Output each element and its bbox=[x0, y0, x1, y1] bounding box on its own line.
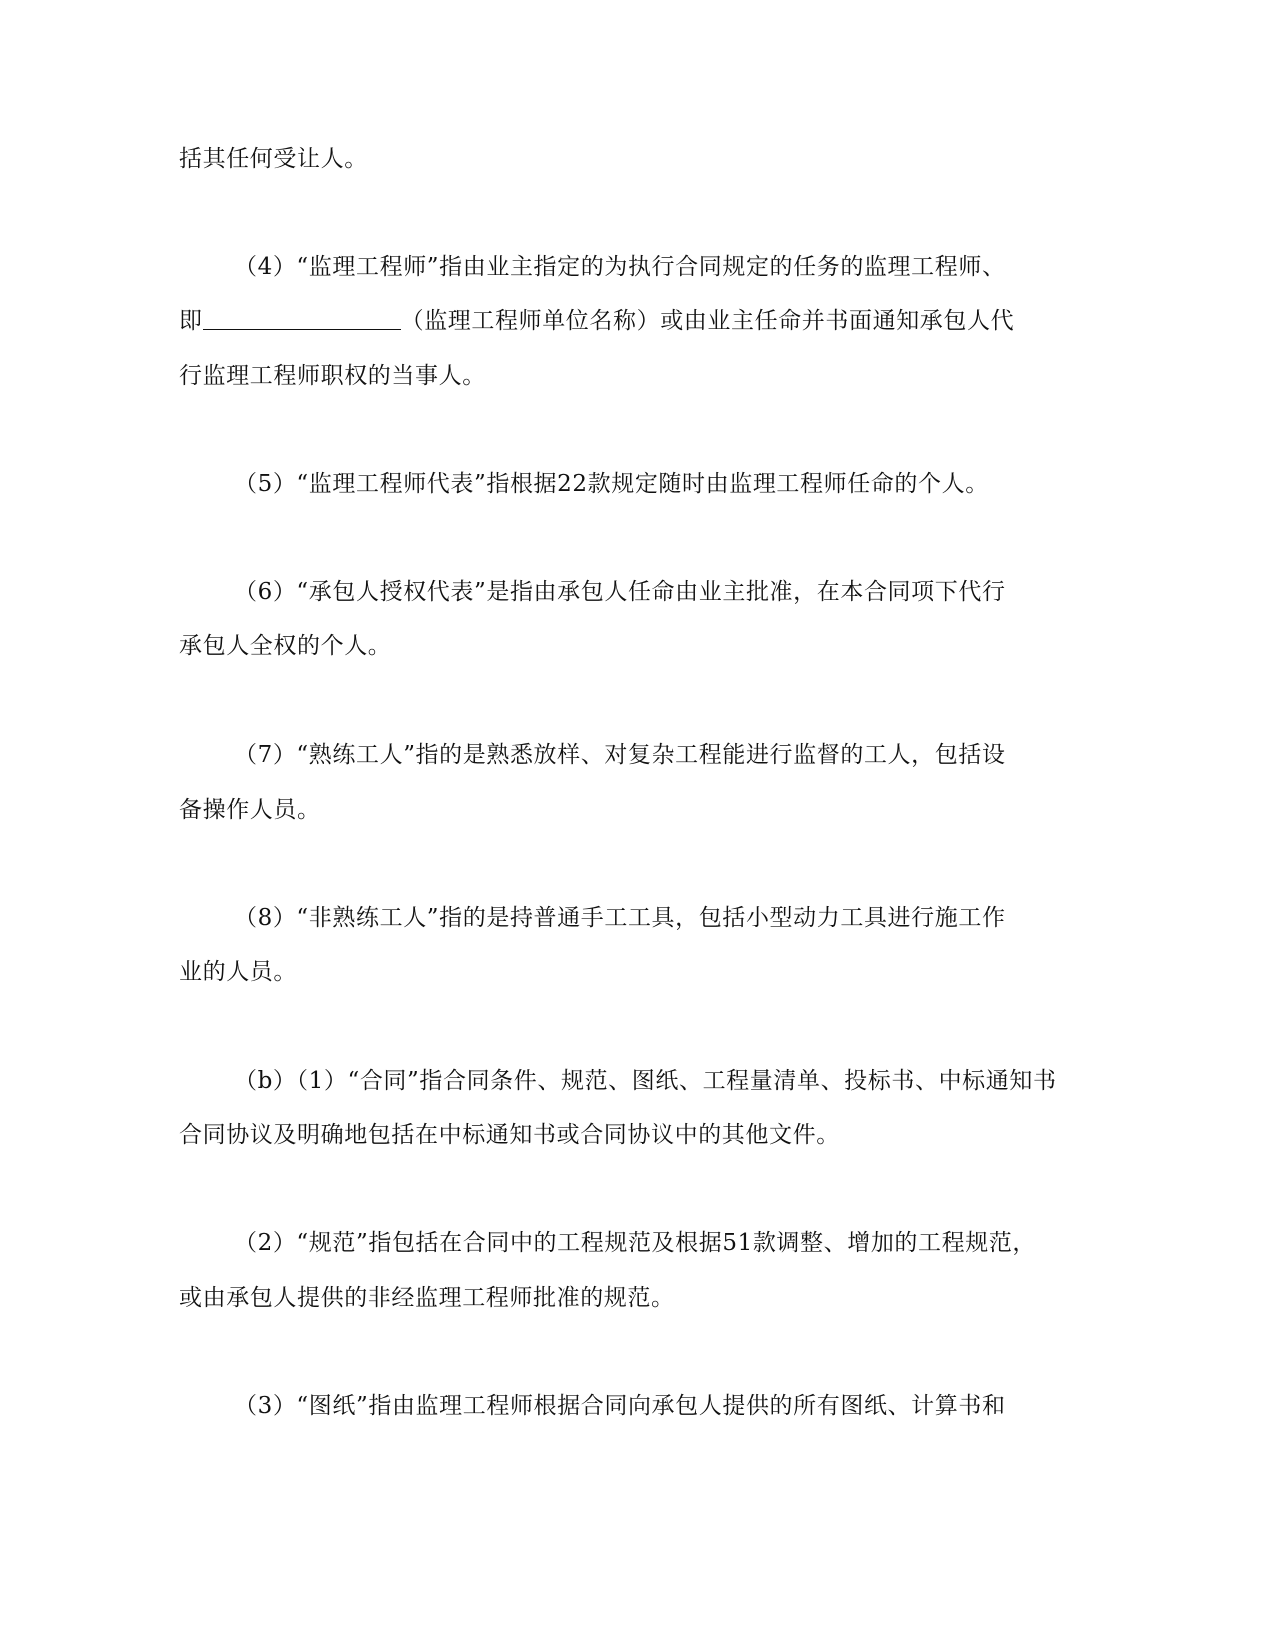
text-line: 括其任何受让人。 bbox=[179, 146, 368, 172]
text-line: （b）（1）“合同”指合同条件、规范、图纸、工程量清单、投标书、中标通知书 bbox=[234, 1068, 1057, 1094]
text-line: （7）“熟练工人”指的是熟悉放样、对复杂工程能进行监督的工人，包括设 bbox=[234, 742, 1006, 768]
text-line: （5）“监理工程师代表”指根据22款规定随时由监理工程师任命的个人。 bbox=[234, 471, 989, 497]
text-line: （3）“图纸”指由监理工程师根据合同向承包人提供的所有图纸、计算书和 bbox=[234, 1393, 1006, 1419]
line-end-text: （监理工程师单位名称）或由业主任命并书面通知承包人代 bbox=[400, 308, 1015, 334]
text-line-with-blank bbox=[179, 306, 1014, 336]
fill-in-blank[interactable] bbox=[203, 307, 401, 330]
text-line: （6）“承包人授权代表”是指由承包人任命由业主批准，在本合同项下代行 bbox=[234, 579, 1006, 605]
text-line: 业的人员。 bbox=[179, 959, 297, 985]
text-line: （4）“监理工程师”指由业主指定的为执行合同规定的任务的监理工程师、 bbox=[234, 254, 1006, 280]
text-line: 或由承包人提供的非经监理工程师批准的规范。 bbox=[179, 1285, 675, 1311]
text-line: （8）“非熟练工人”指的是持普通手工工具，包括小型动力工具进行施工作 bbox=[234, 905, 1006, 931]
text-line: 备操作人员。 bbox=[179, 797, 321, 823]
text-line: （2）“规范”指包括在合同中的工程规范及根据51款调整、增加的工程规范， bbox=[234, 1230, 1037, 1256]
text-line: 行监理工程师职权的当事人。 bbox=[179, 363, 486, 389]
text-line: 合同协议及明确地包括在中标通知书或合同协议中的其他文件。 bbox=[179, 1122, 840, 1148]
text-line: 承包人全权的个人。 bbox=[179, 633, 392, 659]
line-start-text: 即 bbox=[179, 308, 203, 334]
